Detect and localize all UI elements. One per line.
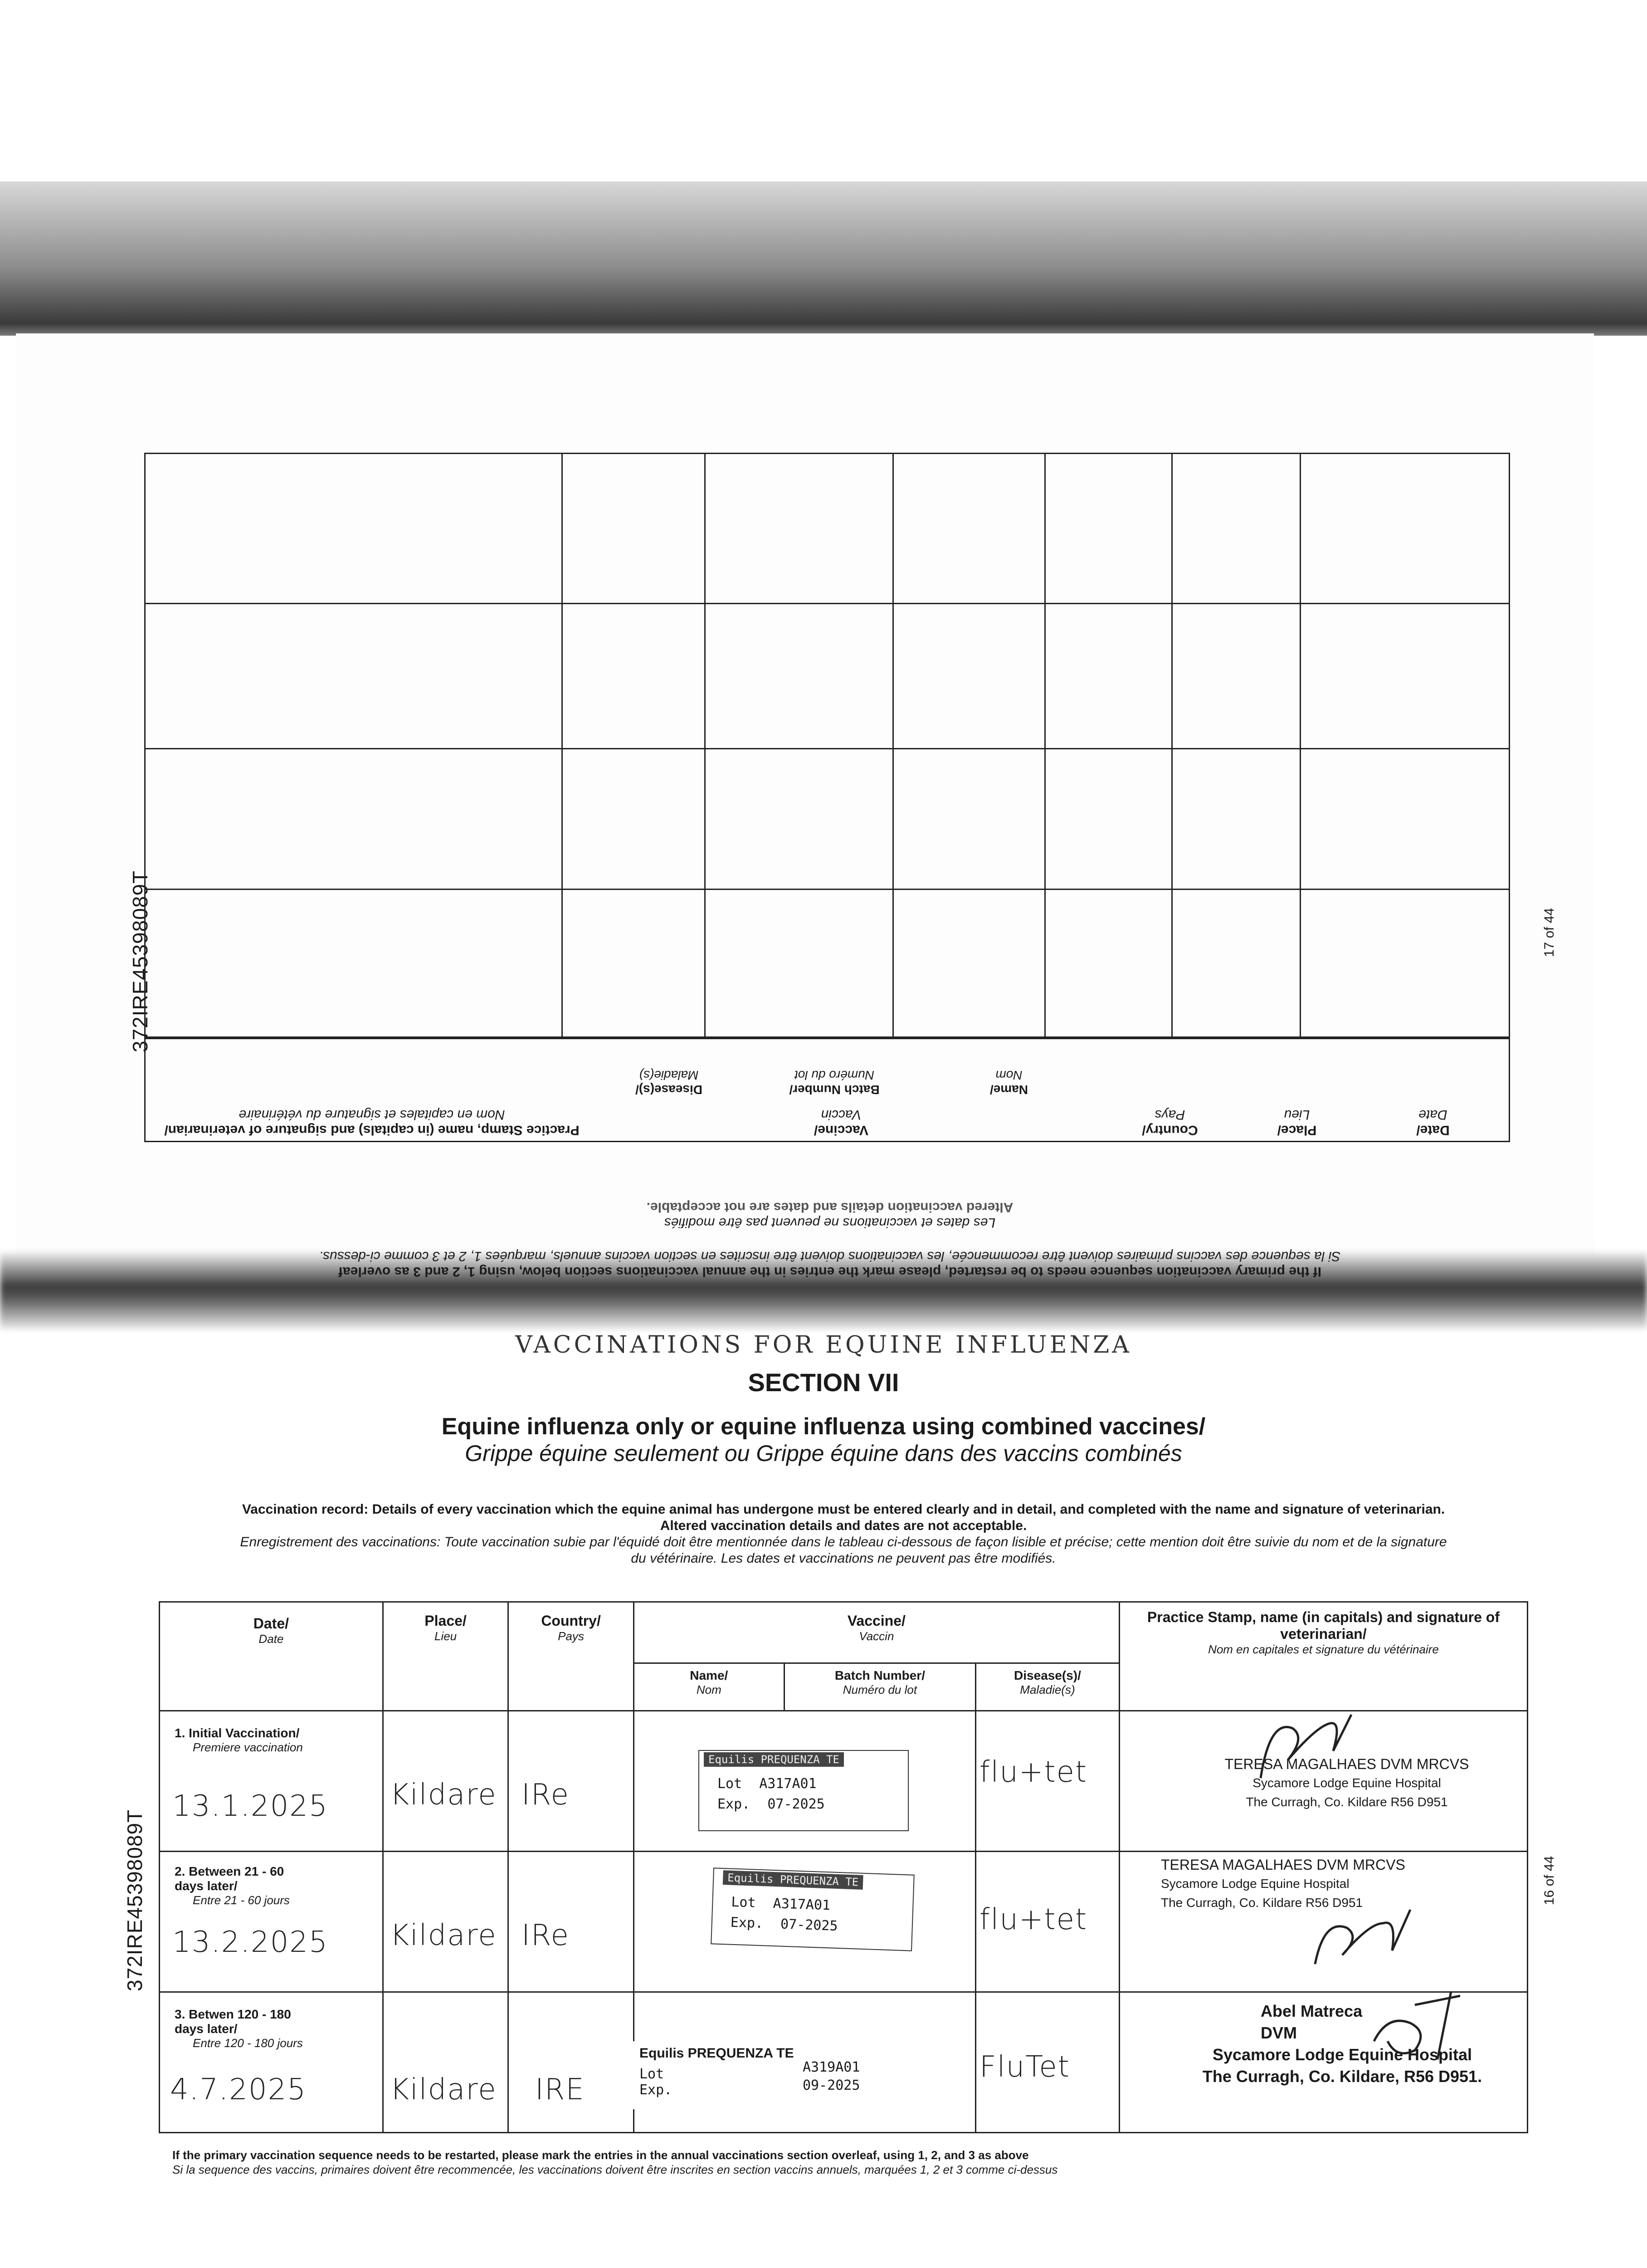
row3-label-en: 3. Betwen 120 - 180 days later/ (175, 2007, 291, 2036)
row1-brand: Equilis PREQUENZA TE (704, 1752, 844, 1767)
row3-vet-address: The Curragh, Co. Kildare, R56 D951. (1202, 2067, 1482, 2086)
col-date-label-fr: Date (258, 1632, 284, 1646)
row2-label (175, 1864, 302, 1907)
hdr17-stamp: Practice Stamp, name (in capitals) and signature of veterinarian/ (164, 1123, 580, 1138)
row3-vet-practice: Sycamore Lodge Equine Hospital (1212, 2045, 1472, 2064)
page-17-header (144, 1038, 1510, 1142)
row3-lot-label: Lot (639, 2066, 664, 2082)
col-date-header (160, 1602, 383, 1711)
running-title: VACCINATIONS FOR EQUINE INFLUENZA (515, 1331, 1132, 1359)
hdr17-date: Date/ (1416, 1123, 1450, 1138)
col-country-label: Country/ (541, 1613, 601, 1629)
col-name-header (633, 1663, 784, 1711)
note17-restart-en: If the primary vaccination sequence needs to be restarted, please mark the entries in the annual vaccinations section below, using 1, 2 and 3 as overleaf (338, 1264, 1321, 1279)
hdr17-place-fr: Lieu (1284, 1107, 1310, 1122)
row2-label-fr: Entre 21 - 60 jours (193, 1893, 290, 1907)
row3-vet-name: Abel Matreca (1261, 2002, 1363, 2020)
hdr17-batch: Batch Number/ (789, 1083, 880, 1097)
section-title: SECTION VII (748, 1368, 899, 1397)
row2-vet-name: TERESA MAGALHAES DVM MRCVS (1161, 1857, 1405, 1873)
record-instructions (168, 1501, 1519, 1567)
hdr17-vaccine-fr: Vaccin (821, 1107, 862, 1122)
title-fr: Grippe équine seulement ou Grippe équine dans des vaccins combinés (465, 1441, 1182, 1466)
col-vaccine-header (633, 1602, 1119, 1663)
col-place-header (383, 1602, 508, 1711)
col-vaccine-label-fr: Vaccin (859, 1629, 894, 1643)
col-disease-header (976, 1663, 1120, 1711)
hdr17-vaccine: Vaccine/ (814, 1123, 869, 1138)
col-batch-header (784, 1663, 975, 1711)
row1-lot-label: Lot (717, 1776, 742, 1792)
hdr17-batch-fr: Numéro du lot (794, 1068, 874, 1082)
col-country-header (508, 1602, 634, 1711)
col-disease-label-fr: Maladie(s) (1020, 1683, 1075, 1696)
row2-label-en: 2. Between 21 - 60 days later/ (175, 1864, 284, 1893)
hdr17-disease: Disease(s)/ (635, 1083, 702, 1097)
row1-label-fr: Premiere vaccination (193, 1740, 303, 1754)
hdr17-country: Country/ (1142, 1123, 1198, 1138)
note17-altered-en: Altered vaccination details and dates are not acceptable. (646, 1200, 1014, 1215)
footer-restart-fr: Si la sequence des vaccins, primaires doivent être recommencée, les vaccinations doivent être inscrites en section vaccins annuels, marquées 1, 2 et 3 comme ci-dessus (172, 2163, 1058, 2176)
row2-lot: A317A01 (773, 1895, 831, 1914)
record-en2: Altered vaccination details and dates are not acceptable. (660, 1518, 1027, 1533)
row3-vaccine-label (621, 2041, 939, 2109)
row1-exp-label: Exp. (717, 1796, 750, 1812)
row2-exp: 07-2025 (780, 1916, 838, 1934)
row3-label-fr: Entre 120 - 180 jours (193, 2036, 303, 2050)
row2-date: 13.2.2025 (172, 1926, 328, 1959)
record-en: Vaccination record: Details of every vaccination which the equine animal has undergone must be entered clearly and in detail, and completed with the name and signature of veterinarian. (242, 1502, 1445, 1517)
row1-exp: 07-2025 (767, 1796, 825, 1812)
col-stamp-label-fr: Nom en capitales et signature du vétérinaire (1208, 1642, 1439, 1656)
col-batch-label-fr: Numéro du lot (843, 1683, 917, 1696)
row2-country: IRe (521, 1919, 570, 1952)
col-place-label: Place/ (424, 1613, 467, 1629)
row1-disease: flu+tet (979, 1755, 1088, 1789)
note17-altered-fr: Les dates et vaccinations ne peuvent pas être modifiés (664, 1215, 996, 1230)
row3-lot: A319A01 (803, 2059, 860, 2075)
row3-country: IRE (535, 2073, 585, 2107)
row3-place: Kildare (390, 2073, 497, 2107)
row2-disease: flu+tet (979, 1903, 1088, 1936)
passport-id-17: 372IRE45398089T (128, 870, 152, 1052)
row2-place: Kildare (390, 1919, 497, 1952)
row3-disease: FluTet (979, 2050, 1070, 2084)
page-17-table (144, 453, 1510, 1038)
row2-brand: Equilis PREQUENZA TE (723, 1870, 863, 1890)
col-stamp-header (1119, 1602, 1527, 1711)
col-date-label: Date/ (253, 1615, 289, 1632)
hdr17-name: Name/ (989, 1083, 1028, 1097)
col-batch-label: Batch Number/ (834, 1668, 925, 1682)
col-disease-label: Disease(s)/ (1014, 1668, 1081, 1682)
row3-exp-label: Exp. (639, 2082, 672, 2098)
row1-lot: A317A01 (759, 1776, 817, 1792)
hdr17-place: Place/ (1277, 1123, 1317, 1138)
hdr17-country-fr: Pays (1155, 1107, 1185, 1122)
row2-vet-practice: Sycamore Lodge Equine Hospital (1161, 1877, 1350, 1891)
col-name-label: Name/ (690, 1668, 728, 1682)
row1-vet-name: TERESA MAGALHAES DVM MRCVS (1224, 1756, 1469, 1772)
row1-label (175, 1726, 303, 1755)
row1-vaccine-label (698, 1750, 909, 1831)
note17-restart-fr: Si la sequence des vaccins primaires doivent être recommencée, les vaccinations doivent être inscrites en section vaccins annuels, marquées 1, 2 et 3 comme ci-dessus. (319, 1249, 1341, 1264)
row2-vet-address: The Curragh, Co. Kildare R56 D951 (1161, 1896, 1363, 1910)
row3-signature (1360, 1987, 1478, 2068)
row2-signature (1306, 1901, 1424, 1973)
row1-place: Kildare (390, 1778, 497, 1812)
footer-restart-en: If the primary vaccination sequence needs to be restarted, please mark the entries in the annual vaccinations section overleaf, using 1, 2, and 3 as above (172, 2148, 1029, 2162)
row1-label-en: 1. Initial Vaccination/ (175, 1726, 300, 1740)
row1-date: 13.1.2025 (172, 1789, 328, 1823)
row2-vaccine-label (711, 1867, 915, 1951)
page-17-notes (172, 1161, 1487, 1279)
page-number-16: 16 of 44 (1542, 1856, 1557, 1905)
row3-date: 4.7.2025 (170, 2073, 307, 2107)
col-place-label-fr: Lieu (434, 1629, 457, 1643)
row1-vet-address: The Curragh, Co. Kildare R56 D951 (1246, 1795, 1448, 1809)
row3-vet-title: DVM (1261, 2024, 1297, 2042)
scan-top-band (0, 181, 1647, 336)
row3-exp: 09-2025 (803, 2077, 860, 2093)
record-fr2: du vétérinaire. Les dates et vaccinations ne peuvent pas être modifiés. (631, 1551, 1056, 1566)
hdr17-date-fr: Date (1418, 1107, 1447, 1122)
record-fr: Enregistrement des vaccinations: Toute vaccination subie par l'équidé doit être mentionnée dans le tableau ci-dessous de façon lisible et précise; cette mention doit être suivie du nom et de la signature (240, 1535, 1447, 1549)
row2-exp-label: Exp. (730, 1914, 764, 1932)
hdr17-disease-fr: Maladie(s) (639, 1068, 699, 1082)
col-name-label-fr: Nom (696, 1683, 721, 1696)
row1-country: IRe (521, 1778, 570, 1812)
page-number-17: 17 of 44 (1542, 908, 1557, 957)
passport-id-16: 372IRE45398089T (123, 1809, 146, 1991)
row1-signature (1252, 1710, 1369, 1787)
row2-lot-label: Lot (731, 1894, 756, 1911)
title-en: Equine influenza only or equine influenza using combined vaccines/ (441, 1413, 1206, 1440)
hdr17-stamp-fr: Nom en capitales et signature du vétérinaire (239, 1107, 505, 1122)
col-country-label-fr: Pays (558, 1629, 584, 1643)
hdr17-name-fr: Nom (995, 1068, 1023, 1082)
col-vaccine-label: Vaccine/ (847, 1613, 906, 1629)
row3-brand: Equilis PREQUENZA TE (639, 2046, 794, 2061)
row3-label (175, 2007, 311, 2050)
page-16-footer (172, 2148, 1487, 2177)
col-stamp-label: Practice Stamp, name (in capitals) and signature of veterinarian/ (1147, 1609, 1500, 1642)
row1-vet-practice: Sycamore Lodge Equine Hospital (1252, 1776, 1441, 1790)
